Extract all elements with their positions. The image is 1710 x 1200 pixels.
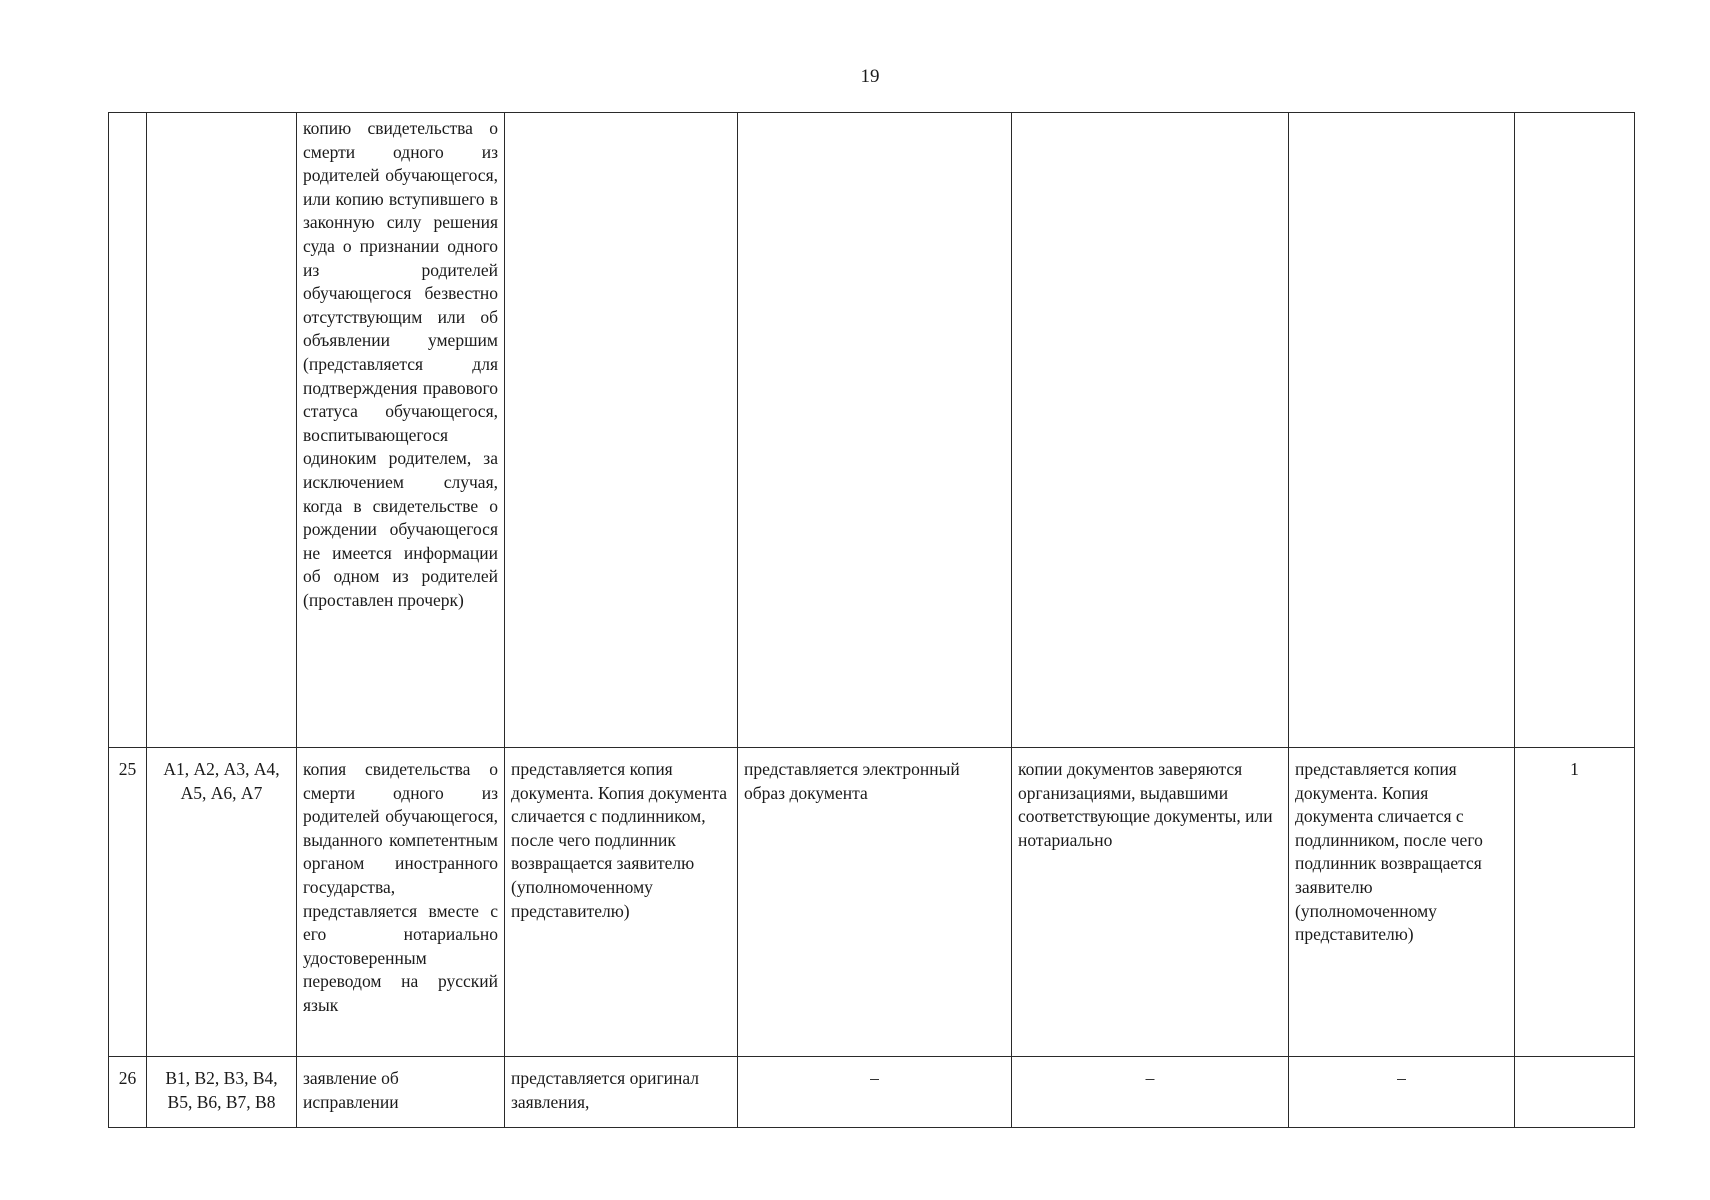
cell-electronic-submission: представляется электронный образ документа — [738, 748, 1012, 1057]
cell-document: копию свидетельства о смерти одного из родителей обучающегося, или копию вступившего в законную силу решения суда о признании одного из родителей обучающегося безвестно отсутствующим или об объявлении умершим (представляется для подтверждения правового статуса обучающегося, воспитывающегося одиноким родителем, за исключением случая, когда в свидетельстве о рождении обучающегося не имеется информации об одном из родителей (проставлен прочерк) — [297, 113, 505, 748]
cell-certification — [1012, 113, 1289, 748]
cell-categories: А1, А2, А3, А4, А5, А6, А7 — [147, 748, 297, 1057]
cell-categories — [147, 113, 297, 748]
cell-number: 25 — [109, 748, 147, 1057]
cell-document: заявление об исправлении — [297, 1057, 505, 1128]
cell-paper-submission: представляется копия документа. Копия документа сличается с подлинником, после чего подлинник возвращается заявителю (уполномоченному представителю) — [505, 748, 738, 1057]
cell-certification: копии документов заверяются организациями, выдавшими соответствующие документы, или нотариально — [1012, 748, 1289, 1057]
cell-count — [1515, 113, 1635, 748]
cell-number: 26 — [109, 1057, 147, 1128]
cell-electronic-submission — [738, 113, 1012, 748]
cell-count: 1 — [1515, 748, 1635, 1057]
cell-categories: В1, В2, В3, В4, В5, В6, В7, В8 — [147, 1057, 297, 1128]
table-row-25 — [109, 748, 1635, 1057]
table-row-26 — [109, 1057, 1635, 1128]
cell-paper-submission: представляется оригинал заявления, — [505, 1057, 738, 1128]
cell-electronic-submission: – — [738, 1057, 1012, 1128]
cell-mfc-submission: – — [1289, 1057, 1515, 1128]
cell-certification: – — [1012, 1057, 1289, 1128]
documents-table — [108, 112, 1635, 1128]
cell-document: копия свидетельства о смерти одного из родителей обучающегося, выданного компетентным органом иностранного государства, представляется вместе с его нотариально удостоверенным переводом на русский язык — [297, 748, 505, 1057]
table-row-continuation — [109, 113, 1635, 748]
cell-number — [109, 113, 147, 748]
page-number: 19 — [860, 66, 880, 87]
cell-mfc-submission — [1289, 113, 1515, 748]
cell-paper-submission — [505, 113, 738, 748]
cell-mfc-submission: представляется копия документа. Копия документа сличается с подлинником, после чего подлинник возвращается заявителю (уполномоченному представителю) — [1289, 748, 1515, 1057]
cell-count — [1515, 1057, 1635, 1128]
